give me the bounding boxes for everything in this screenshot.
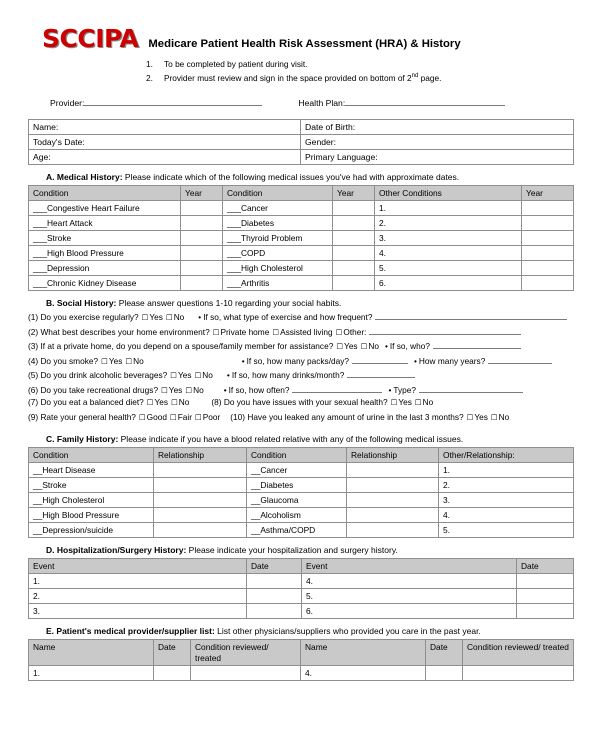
col-year-2: Year	[333, 186, 375, 201]
checkbox-option-yes[interactable]	[333, 342, 357, 351]
checkbox-label: No	[173, 312, 185, 323]
table-row	[29, 478, 574, 493]
question-text: (6) Do you take recreational drugs?	[28, 384, 159, 395]
checkbox-label: Poor	[202, 411, 221, 422]
question-subtext: • If so, who?	[384, 341, 430, 352]
cell-condition[interactable]: ___COPD	[223, 246, 333, 261]
col-event-1: Event	[29, 559, 247, 574]
instruction-item	[146, 72, 573, 86]
cell-condition[interactable]: __Heart Disease	[29, 463, 154, 478]
checkbox-option-yes[interactable]	[388, 398, 412, 407]
table-row	[29, 246, 574, 261]
cell-year[interactable]	[181, 201, 223, 216]
table-row	[29, 231, 574, 246]
checkbox-label: Good	[146, 411, 167, 422]
section-d-desc: Please indicate your hospitalization and surgery history.	[186, 545, 398, 556]
question-q5	[28, 369, 573, 384]
checkbox-option-yes[interactable]	[98, 357, 122, 366]
cell-condition[interactable]: ___Depression	[29, 261, 181, 276]
col-name-1: Name	[29, 640, 154, 666]
page-title: Medicare Patient Health Risk Assessment (HRA) & History	[148, 38, 461, 50]
cell-condition[interactable]: __High Cholesterol	[29, 493, 154, 508]
question-text: (5) Do you drink alcoholic beverages?	[28, 370, 168, 381]
checkbox-label: No	[133, 355, 144, 366]
col-date-2: Date	[426, 640, 463, 666]
cell-year[interactable]	[181, 231, 223, 246]
cell-other-relationship[interactable]: 1.	[439, 463, 574, 478]
provider-label: Provider:	[50, 98, 85, 109]
col-condition-2: Condition	[223, 186, 333, 201]
col-date-2: Date	[517, 559, 574, 574]
checkbox-option-no[interactable]	[192, 371, 213, 380]
cell-condition[interactable]: __Cancer	[247, 463, 347, 478]
cell-year[interactable]	[333, 261, 375, 276]
question-q3	[28, 340, 573, 355]
cell-date[interactable]	[247, 604, 302, 619]
cell-name[interactable]: 1.	[29, 666, 154, 681]
cell-date[interactable]	[517, 589, 574, 604]
checkbox-option-private-home[interactable]	[210, 328, 270, 337]
cell-other-relationship[interactable]: 4.	[439, 508, 574, 523]
family-history-body	[29, 463, 574, 538]
social-history-questions	[28, 311, 573, 427]
question-text: (4) Do you smoke?	[28, 355, 99, 366]
question-text: (3) If at a private home, do you depend on a spouse/family member for assistance?	[28, 341, 334, 352]
cell-condition-reviewed[interactable]	[191, 666, 301, 681]
cell-other-condition[interactable]: 4.	[375, 246, 522, 261]
question-q4	[28, 355, 573, 370]
cell-other-condition[interactable]: 2.	[375, 216, 522, 231]
document-header	[28, 26, 573, 51]
checkbox-option-good[interactable]	[136, 413, 167, 422]
checkbox-option-yes[interactable]	[144, 398, 168, 407]
cell-condition[interactable]: ___Stroke	[29, 231, 181, 246]
checkbox-icon[interactable]: ☐	[161, 385, 168, 395]
section-b-name: Social History:	[56, 298, 117, 309]
answer-input-line[interactable]	[419, 384, 523, 393]
cell-condition[interactable]: ___High Blood Pressure	[29, 246, 181, 261]
checkbox-option-no[interactable]	[412, 398, 433, 407]
checkbox-icon[interactable]: ☐	[101, 356, 108, 366]
table-row	[29, 666, 574, 681]
checkbox-icon[interactable]: ☐	[414, 398, 422, 408]
table-row	[29, 523, 574, 538]
cell-year[interactable]	[333, 276, 375, 291]
section-b-heading	[28, 298, 573, 308]
cell-condition[interactable]: ___Thyroid Problem	[223, 231, 333, 246]
checkbox-option-no[interactable]	[168, 398, 189, 407]
checkbox-label: Yes	[344, 341, 358, 352]
checkbox-option-poor[interactable]	[192, 413, 220, 422]
cell-condition[interactable]: __High Blood Pressure	[29, 508, 154, 523]
cell-year[interactable]	[181, 246, 223, 261]
section-d-name: Hospitalization/Surgery History:	[56, 545, 187, 556]
field-primary-language-label[interactable]: Primary Language:	[301, 150, 574, 165]
answer-input-line[interactable]	[352, 355, 408, 364]
page-content	[28, 26, 573, 681]
checkbox-icon[interactable]: ☐	[360, 342, 368, 352]
answer-input-line[interactable]	[375, 311, 567, 320]
section-e-name: Patient's medical provider/supplier list:	[56, 626, 215, 637]
checkbox-label: Yes	[168, 384, 183, 395]
patient-info-table	[28, 119, 574, 165]
cell-date[interactable]	[247, 589, 302, 604]
cell-other-relationship[interactable]: 2.	[439, 478, 574, 493]
checkbox-label: No	[422, 397, 434, 408]
table-row	[29, 261, 574, 276]
checkbox-label: No	[368, 341, 379, 352]
section-b-letter: B.	[46, 298, 55, 309]
table-header-row	[29, 559, 574, 574]
cell-condition[interactable]: ___Diabetes	[223, 216, 333, 231]
cell-relationship[interactable]	[154, 493, 247, 508]
cell-event[interactable]: 2.	[29, 589, 247, 604]
hospitalization-surgery-table	[28, 558, 574, 619]
section-a-letter: A.	[46, 172, 55, 183]
checkbox-icon[interactable]: ☐	[165, 313, 173, 323]
question-text: (7) Do you eat a balanced diet?	[28, 397, 144, 408]
cell-relationship[interactable]	[154, 463, 247, 478]
checkbox-icon[interactable]: ☐	[272, 327, 280, 337]
question-q1	[28, 311, 573, 326]
checkbox-icon[interactable]: ☐	[169, 412, 177, 422]
checkbox-icon[interactable]: ☐	[146, 398, 154, 408]
cell-event[interactable]: 5.	[302, 589, 517, 604]
question-text: (9) Rate your general health?	[28, 411, 136, 422]
cell-condition[interactable]: __Depression/suicide	[29, 523, 154, 538]
checkbox-label: Yes	[149, 312, 163, 323]
col-condition-1: Condition	[29, 186, 181, 201]
cell-relationship[interactable]	[154, 508, 247, 523]
answer-input-line[interactable]	[369, 326, 521, 335]
answer-input-line[interactable]	[433, 340, 521, 349]
field-name-label[interactable]: Name:	[29, 120, 301, 135]
cell-date[interactable]	[517, 604, 574, 619]
cell-relationship[interactable]	[347, 508, 439, 523]
checkbox-label: No	[193, 384, 204, 395]
provider-supplier-body	[29, 666, 574, 681]
cell-year[interactable]	[522, 231, 574, 246]
question-subtext: • How many years?	[414, 355, 486, 366]
provider-input-line[interactable]	[84, 97, 262, 106]
table-row	[29, 508, 574, 523]
family-history-table	[28, 447, 574, 538]
cell-other-relationship[interactable]: 5.	[439, 523, 574, 538]
provider-supplier-table	[28, 639, 574, 681]
checkbox-option-fair[interactable]	[167, 413, 192, 422]
ordinal-suffix: nd	[411, 72, 419, 79]
question-subtext: • If so, how many packs/day?	[241, 355, 350, 366]
col-relationship-1: Relationship	[154, 448, 247, 463]
checkbox-label: No	[202, 370, 213, 381]
instruction-item	[146, 58, 573, 72]
table-row	[29, 604, 574, 619]
table-row	[29, 216, 574, 231]
checkbox-option-yes[interactable]	[139, 313, 163, 322]
section-e-desc: List other physicians/suppliers who provided you care in the past year.	[214, 626, 481, 637]
answer-input-line[interactable]	[347, 369, 415, 378]
table-row	[29, 201, 574, 216]
question-text: (2) What best describes your home environment?	[28, 326, 210, 337]
col-year-3: Year	[522, 186, 574, 201]
col-year-1: Year	[181, 186, 223, 201]
checkbox-label: Yes	[108, 355, 123, 366]
cell-date[interactable]	[426, 666, 463, 681]
checkbox-option-yes[interactable]	[167, 371, 191, 380]
col-condition-1: Condition	[29, 448, 154, 463]
cell-year[interactable]	[181, 216, 223, 231]
cell-name[interactable]: 4.	[301, 666, 426, 681]
cell-condition-reviewed[interactable]	[463, 666, 574, 681]
section-a-name: Medical History:	[56, 172, 123, 183]
cell-relationship[interactable]	[154, 478, 247, 493]
table-header-row	[29, 640, 574, 666]
cell-date[interactable]	[154, 666, 191, 681]
checkbox-icon[interactable]: ☐	[490, 412, 498, 422]
question-text: (8) Do you have issues with your sexual health?	[211, 397, 388, 408]
cell-event[interactable]: 6.	[302, 604, 517, 619]
checkbox-option-no[interactable]	[488, 413, 509, 422]
cell-year[interactable]	[333, 246, 375, 261]
cell-condition[interactable]: __Alcoholism	[247, 508, 347, 523]
checkbox-option-no[interactable]	[182, 386, 203, 395]
table-row	[29, 135, 574, 150]
checkbox-label: No	[498, 411, 510, 422]
col-condition-reviewed-2: Condition reviewed/ treated	[463, 640, 574, 666]
bullet-icon: •	[223, 384, 227, 395]
checkbox-icon[interactable]: ☐	[336, 342, 344, 352]
bullet-icon: •	[226, 370, 230, 381]
cell-year[interactable]	[522, 261, 574, 276]
col-other-conditions: Other Conditions	[375, 186, 522, 201]
question-subtext: • If so, how many drinks/month?	[226, 370, 345, 381]
checkbox-icon[interactable]: ☐	[125, 356, 133, 366]
checkbox-label: No	[178, 397, 190, 408]
cell-condition[interactable]: __Stroke	[29, 478, 154, 493]
cell-year[interactable]	[333, 231, 375, 246]
question-q2	[28, 326, 573, 341]
col-condition-2: Condition	[247, 448, 347, 463]
instruction-text	[164, 72, 441, 86]
table-header-row	[29, 186, 574, 201]
cell-condition[interactable]: __Glaucoma	[247, 493, 347, 508]
health-plan-label: Health Plan:	[298, 98, 346, 109]
sccipa-logo: SCCIPA	[42, 24, 139, 53]
checkbox-label: Yes	[398, 397, 412, 408]
col-event-2: Event	[302, 559, 517, 574]
checkbox-option-no[interactable]	[163, 313, 184, 322]
checkbox-option-no[interactable]	[358, 342, 379, 351]
checkbox-icon[interactable]: ☐	[185, 385, 193, 395]
checkbox-option-no[interactable]	[122, 357, 143, 366]
cell-condition[interactable]: ___Heart Attack	[29, 216, 181, 231]
cell-relationship[interactable]	[347, 463, 439, 478]
cell-event[interactable]: 3.	[29, 604, 247, 619]
cell-year[interactable]	[522, 201, 574, 216]
cell-relationship[interactable]	[347, 523, 439, 538]
checkbox-icon[interactable]: ☐	[335, 327, 343, 337]
bullet-icon: •	[388, 384, 392, 395]
cell-relationship[interactable]	[347, 493, 439, 508]
hospitalization-body	[29, 574, 574, 619]
checkbox-label: Other:	[343, 326, 367, 337]
col-condition-reviewed-1: Condition reviewed/ treated	[191, 640, 301, 666]
checkbox-label: Assisted living	[280, 326, 333, 337]
checkbox-option-other-[interactable]	[333, 328, 367, 337]
answer-input-line[interactable]	[488, 355, 552, 364]
field-todays-date-label[interactable]: Today's Date:	[29, 135, 301, 150]
cell-condition[interactable]: ___Cancer	[223, 201, 333, 216]
cell-event[interactable]: 4.	[302, 574, 517, 589]
cell-year[interactable]	[181, 261, 223, 276]
medical-history-body	[29, 201, 574, 291]
checkbox-icon[interactable]: ☐	[390, 398, 398, 408]
cell-date[interactable]	[517, 574, 574, 589]
answer-input-line[interactable]	[292, 384, 382, 393]
checkbox-label: Fair	[177, 411, 192, 422]
col-relationship-2: Relationship	[347, 448, 439, 463]
provider-health-plan-line	[28, 97, 573, 108]
cell-event[interactable]: 1.	[29, 574, 247, 589]
cell-year[interactable]	[181, 276, 223, 291]
question-text: (1) Do you exercise regularly?	[28, 312, 139, 323]
checkbox-icon[interactable]: ☐	[195, 412, 202, 422]
cell-year[interactable]	[522, 246, 574, 261]
section-e-letter: E.	[46, 626, 55, 637]
checkbox-option-yes[interactable]	[464, 413, 488, 422]
col-date-1: Date	[247, 559, 302, 574]
table-header-row	[29, 448, 574, 463]
cell-relationship[interactable]	[347, 478, 439, 493]
cell-date[interactable]	[247, 574, 302, 589]
checkbox-icon[interactable]: ☐	[141, 313, 149, 323]
question-q7	[28, 398, 573, 413]
section-c-desc: Please indicate if you have a blood related relative with any of the following medical issues.	[118, 434, 464, 445]
table-row	[29, 574, 574, 589]
checkbox-icon[interactable]: ☐	[466, 412, 474, 422]
instruction-number: 1.	[146, 59, 153, 69]
question-q6	[28, 384, 573, 399]
field-dob-label[interactable]: Date of Birth:	[301, 120, 574, 135]
instruction-number: 2.	[146, 72, 153, 83]
section-a-desc: Please indicate which of the following medical issues you've had with approximate dates.	[122, 172, 460, 183]
cell-other-relationship[interactable]: 3.	[439, 493, 574, 508]
section-b-desc: Please answer questions 1-10 regarding your social habits.	[116, 298, 342, 309]
section-e-heading	[28, 626, 573, 636]
section-c-letter: C.	[46, 434, 55, 445]
question-subtext: • If so, what type of exercise and how frequent?	[198, 312, 373, 323]
checkbox-label: Private home	[220, 326, 270, 337]
table-row	[29, 589, 574, 604]
cell-condition[interactable]: ___Arthritis	[223, 276, 333, 291]
checkbox-label: Yes	[178, 370, 192, 381]
instruction-text-after: page.	[418, 72, 442, 83]
instruction-text: To be completed by patient during visit.	[164, 59, 308, 69]
cell-year[interactable]	[522, 216, 574, 231]
cell-condition[interactable]: __Diabetes	[247, 478, 347, 493]
cell-relationship[interactable]	[154, 523, 247, 538]
cell-condition[interactable]: ___Congestive Heart Failure	[29, 201, 181, 216]
question-subtext: • Type?	[388, 384, 416, 395]
cell-condition[interactable]: ___Chronic Kidney Disease	[29, 276, 181, 291]
bullet-icon: •	[198, 312, 202, 323]
table-row	[29, 463, 574, 478]
instruction-text-before: Provider must review and sign in the space provided on bottom of 2	[164, 72, 412, 83]
cell-other-condition[interactable]: 3.	[375, 231, 522, 246]
checkbox-icon[interactable]: ☐	[171, 398, 178, 408]
table-row	[29, 493, 574, 508]
health-plan-input-line[interactable]	[345, 97, 505, 106]
cell-condition[interactable]: __Asthma/COPD	[247, 523, 347, 538]
section-d-letter: D.	[46, 545, 55, 556]
instructions-list	[28, 58, 573, 85]
cell-other-condition[interactable]: 6.	[375, 276, 522, 291]
section-c-heading	[28, 434, 573, 444]
question-q9	[28, 413, 573, 428]
checkbox-option-yes[interactable]	[158, 386, 182, 395]
medical-history-table	[28, 185, 574, 291]
section-a-heading	[28, 172, 573, 182]
bullet-icon: •	[241, 355, 245, 366]
checkbox-icon[interactable]: ☐	[212, 327, 220, 337]
checkbox-option-assisted-living[interactable]	[269, 328, 332, 337]
cell-year[interactable]	[522, 276, 574, 291]
checkbox-icon[interactable]: ☐	[170, 371, 178, 381]
checkbox-icon[interactable]: ☐	[194, 371, 202, 381]
question-subtext: • If so, how often?	[223, 384, 290, 395]
checkbox-label: Yes	[474, 411, 488, 422]
field-gender-label[interactable]: Gender:	[301, 135, 574, 150]
cell-other-condition[interactable]: 1.	[375, 201, 522, 216]
cell-year[interactable]	[333, 201, 375, 216]
field-age-label[interactable]: Age:	[29, 150, 301, 165]
bullet-icon: •	[384, 341, 388, 352]
table-row	[29, 276, 574, 291]
section-d-heading	[28, 545, 573, 555]
col-date-1: Date	[154, 640, 191, 666]
checkbox-label: Yes	[154, 397, 169, 408]
table-row	[29, 120, 574, 135]
bullet-icon: •	[414, 355, 417, 366]
table-row	[29, 150, 574, 165]
question-text: (10) Have you leaked any amount of urine in the last 3 months?	[230, 411, 464, 422]
col-other-relationship: Other/Relationship:	[439, 448, 574, 463]
cell-year[interactable]	[333, 216, 375, 231]
cell-other-condition[interactable]: 5.	[375, 261, 522, 276]
col-name-2: Name	[301, 640, 426, 666]
section-c-name: Family History:	[56, 434, 119, 445]
cell-condition[interactable]: ___High Cholesterol	[223, 261, 333, 276]
checkbox-icon[interactable]: ☐	[138, 412, 146, 422]
